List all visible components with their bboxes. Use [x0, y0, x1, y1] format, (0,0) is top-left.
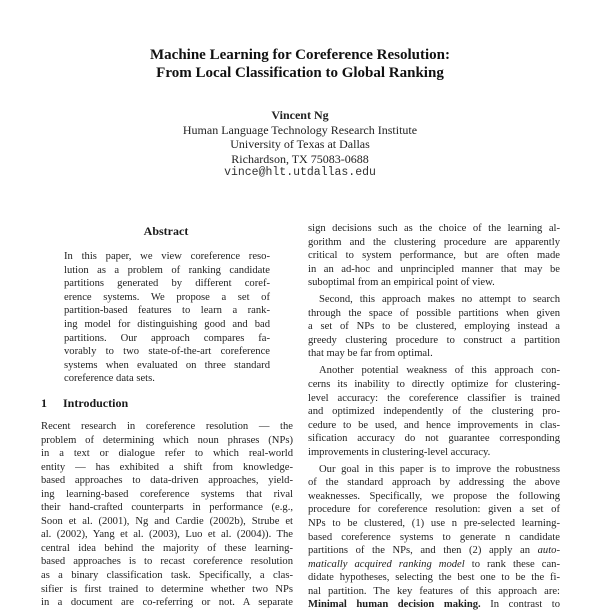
body-line: cerns its inability to directly optimize for clustering- [308, 379, 560, 391]
author-block [0, 108, 600, 181]
body-line-with-italic [308, 558, 560, 572]
body-line: didate hypotheses, selecting the best one to be the fi- [308, 572, 560, 584]
body-line: al. (2002), Yang et al. (2003), Luo et al. (2004)). The [41, 529, 293, 541]
body-line: their hand-crafted counterparts in performance (e.g., [41, 502, 293, 514]
abstract-line: coreference data sets. [64, 373, 155, 385]
body-line: a set of NPs to be clustered, employing instead a [308, 321, 560, 333]
abstract-line: In this paper, we view coreference reso- [64, 251, 270, 262]
abstract-heading: Abstract [143, 224, 189, 238]
body-text: In contrast to [480, 599, 561, 611]
body-line: gorithm and the clustering procedure are apparently [308, 236, 560, 248]
abstract-line: partitions generated by different coref- [64, 278, 270, 290]
abstract-line: erence systems. We propose a set of [64, 291, 270, 303]
body-line: critical to system performance, but are often made [308, 250, 560, 262]
body-line: level accuracy: the coreference classifier is trained [308, 392, 560, 404]
body-line: of the standard approach by addressing the above [308, 477, 560, 489]
body-line: procedure for coreference resolution: given a set of [308, 504, 560, 516]
body-line: sign decisions such as the choice of the learning al- [308, 223, 560, 234]
body-line: cedure to be used, and hence improvements in clas- [308, 419, 560, 431]
body-line: nal partition. The key features of this approach are: [308, 585, 560, 597]
body-line: Our goal in this paper is to improve the robustness [319, 463, 560, 475]
paragraph-our-goal [308, 463, 560, 612]
body-line: entity — has exhibited a shift from knowledge- [41, 461, 293, 473]
body-text: to rank these can- [464, 558, 560, 570]
author-email: vince@hlt.utdallas.edu [224, 166, 376, 179]
body-line: in an ad-hoc and unprincipled manner that may be [308, 263, 560, 275]
body-line: Second, this approach makes no attempt to search [319, 294, 560, 306]
body-line-with-italic [308, 544, 560, 558]
body-line: NPs to be clustered, (1) use n pre-selected learning- [308, 517, 560, 529]
body-line: based coreference systems to generate n candidate [308, 531, 560, 543]
body-line: based approaches to data-driven approaches, yield- [41, 475, 293, 487]
bold-lead-in: Minimal human decision making. [308, 599, 481, 611]
body-line: problem of determining which noun phrases (NPs) [41, 434, 293, 446]
right-column-body [308, 222, 560, 612]
section-number: 1 [41, 396, 47, 410]
body-line: through the space of possible partitions when given [308, 307, 560, 319]
section-heading-introduction [41, 396, 128, 411]
abstract-line: partition-based features to learn a rank- [64, 305, 270, 317]
body-line: central idea behind the majority of these learning- [41, 542, 293, 554]
abstract-line: vorably to two state-of-the-art coreference [64, 346, 270, 358]
body-line: and optimized independently of the clustering pro- [308, 406, 560, 418]
italic-term: auto- [537, 545, 560, 557]
left-column-body [41, 420, 293, 610]
italic-term: matically acquired ranking model [308, 558, 465, 570]
body-line: Recent research in coreference resolution — the [41, 421, 293, 432]
abstract-line: ing model for distinguishing good and bad [64, 318, 270, 330]
body-line: ing learning-based coreference systems that rival [41, 488, 293, 500]
paragraph-design-decisions [308, 222, 560, 290]
title-line-1: Machine Learning for Coreference Resolution: [150, 47, 450, 63]
body-line: Soon et al. (2001), Ng and Cardie (2002b), Strube et [41, 515, 293, 527]
paragraph-another-weakness [308, 364, 560, 459]
paper-title [0, 46, 600, 82]
body-line: greedy clustering procedure to construct a partition [308, 334, 560, 346]
abstract-body [64, 250, 270, 386]
body-line: sification accuracy do not guarantee corresponding [308, 433, 560, 445]
body-line: improvements in clustering-level accuracy. [308, 446, 491, 458]
body-line: based approaches is to recast coreference resolution [41, 556, 293, 568]
affiliation-line-1: Human Language Technology Research Institute [182, 122, 418, 137]
body-line: in a document are co-referring or not. A separate [41, 597, 293, 609]
author-name: Vincent Ng [271, 108, 329, 122]
affiliation-line-3: Richardson, TX 75083-0688 [231, 151, 369, 166]
body-line: as a binary classification task. Specifically, a clas- [41, 570, 293, 582]
section-title: Introduction [63, 396, 129, 410]
body-text: partitions of the NPs, and then (2) apply an [308, 545, 531, 557]
affiliation-line-2: University of Texas at Dallas [230, 137, 370, 151]
abstract-line: partitions. Our approach compares fa- [64, 332, 270, 344]
body-line: that may be far from optimal. [308, 348, 433, 360]
paragraph-second-weakness [308, 293, 560, 361]
title-line-2: From Local Classification to Global Ranking [156, 65, 444, 81]
body-line: suboptimal from an empirical point of view. [308, 277, 495, 289]
body-line-with-bold [308, 598, 560, 612]
body-line: in a text or dialogue refer to which real-world [41, 448, 293, 460]
body-line: weaknesses. Specifically, we propose the following [308, 490, 560, 502]
body-line: Another potential weakness of this approach con- [319, 365, 560, 377]
abstract-line: lution as a problem of ranking candidate [64, 264, 270, 276]
abstract-line: systems when evaluated on three standard [64, 359, 270, 371]
body-line: sifier is first trained to determine whether two NPs [41, 583, 293, 595]
